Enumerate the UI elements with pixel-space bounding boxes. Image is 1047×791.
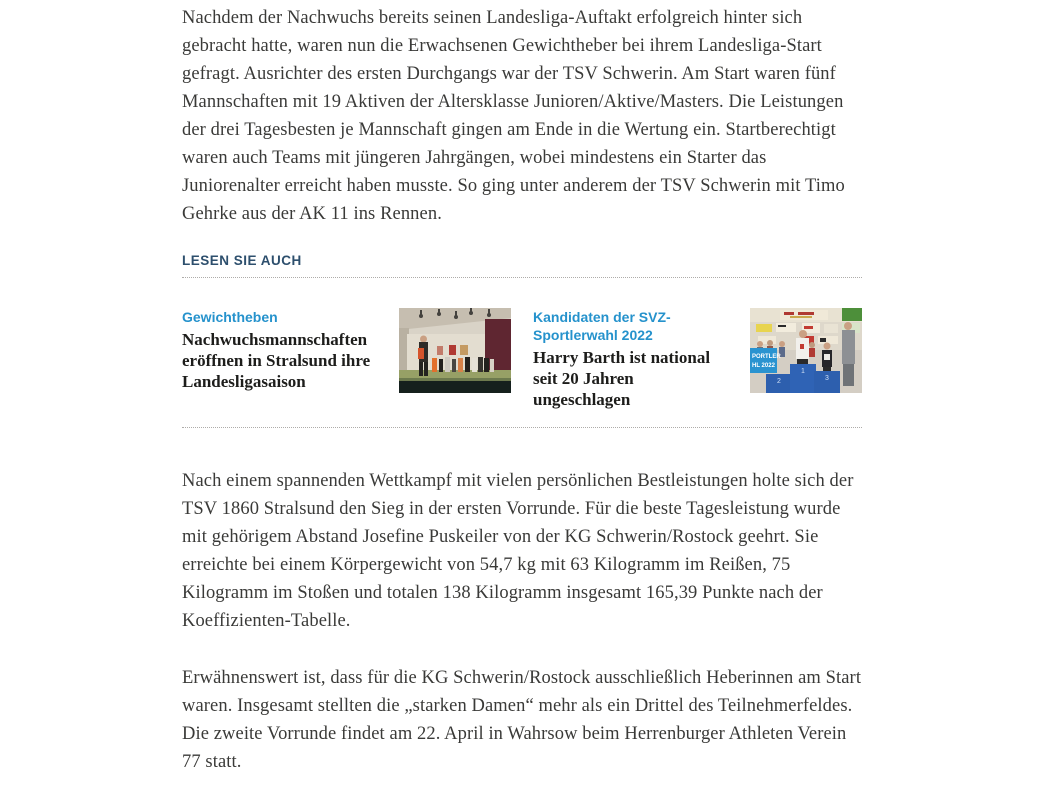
stage-hall-illustration	[399, 308, 511, 393]
teaser-list	[182, 308, 862, 410]
article-column	[182, 4, 862, 776]
paragraph: Nachdem der Nachwuchs bereits seinen Landesliga-Auftakt erfolgreich hinter sich gebracht hatte, waren nun die Erwachsenen Gewichtheber bei ihrem Landesliga-Start gefragt. Ausrichter des ersten Durchgangs war der TSV Schwerin. Am Start waren fünf Mannschaften mit 19 Aktiven der Altersklasse Junioren/Aktive/Masters. Die Leistungen der drei Tagesbesten je Mannschaft gingen am Ende in die Wertung ein. Startberechtigt waren auch Teams mit jüngeren Jahrgängen, wobei mindestens ein Starter das Juniorenalter erreicht haben musste. So ging unter anderem der TSV Schwerin mit Timo Gehrke aus der AK 11 ins Rennen.	[182, 8, 845, 224]
teaser-kicker[interactable]: Gewichtheben	[182, 309, 278, 325]
teaser-item-harry-barth[interactable]	[533, 308, 862, 410]
svg-text:PORTLER: PORTLER	[752, 354, 781, 360]
teaser-headline[interactable]: Nachwuchsmannschaften eröffnen in Stralsund ihre Landesligasaison	[182, 330, 371, 391]
podium-illustration	[750, 308, 862, 393]
read-also-divider-bottom	[182, 427, 862, 428]
read-also-section	[182, 253, 862, 428]
teaser-headline[interactable]: Harry Barth ist national seit 20 Jahren ungeschlagen	[533, 348, 711, 409]
teaser-text	[182, 308, 382, 392]
svg-text:1: 1	[801, 368, 805, 375]
official-in-suit	[842, 322, 855, 386]
teaser-image-podium[interactable]	[750, 308, 862, 393]
paragraph: Erwähnenswert ist, dass für die KG Schwerin/Rostock ausschließlich Heberinnen am Start waren. Insgesamt stellten die „starken Damen“ mehr als ein Drittel des Teilnehmerfeldes. Die zweite Vorrunde findet am 22. April in Wahrsow beim Herrenburger Athleten Verein 77 statt.	[182, 668, 862, 772]
people-on-stage	[432, 357, 494, 372]
read-also-heading: LESEN SIE AUCH	[182, 253, 302, 268]
teaser-item-weightlifting[interactable]	[182, 308, 511, 410]
sportlerwahl-sign	[750, 348, 781, 373]
teaser-text	[533, 308, 733, 410]
teaser-kicker[interactable]: Kandidaten der SVZ-Sportlerwahl 2022	[533, 309, 671, 343]
wall-artworks	[437, 345, 468, 355]
svg-text:HL 2022: HL 2022	[752, 363, 775, 369]
svg-text:3: 3	[825, 375, 829, 382]
read-also-divider-top	[182, 277, 862, 278]
paragraph: Nach einem spannenden Wettkampf mit vielen persönlichen Bestleistungen holte sich der TSV 1860 Stralsund den Sieg in der ersten Vorrunde. Für die beste Tagesleistung wurde mit gehörigem Abstand Josefine Puskeiler von der KG Schwerin/Rostock geehrt. Sie erreichte bei einem Körpergewicht von 54,7 kg mit 63 Kilogramm im Reißen, 75 Kilogramm im Stoßen und totalen 138 Kilogramm insgesamt 165,39 Punkte nach der Koeffizienten-Tabelle.	[182, 471, 854, 631]
teaser-image-weightlifting-stage[interactable]	[399, 308, 511, 393]
svg-text:2: 2	[777, 378, 781, 385]
